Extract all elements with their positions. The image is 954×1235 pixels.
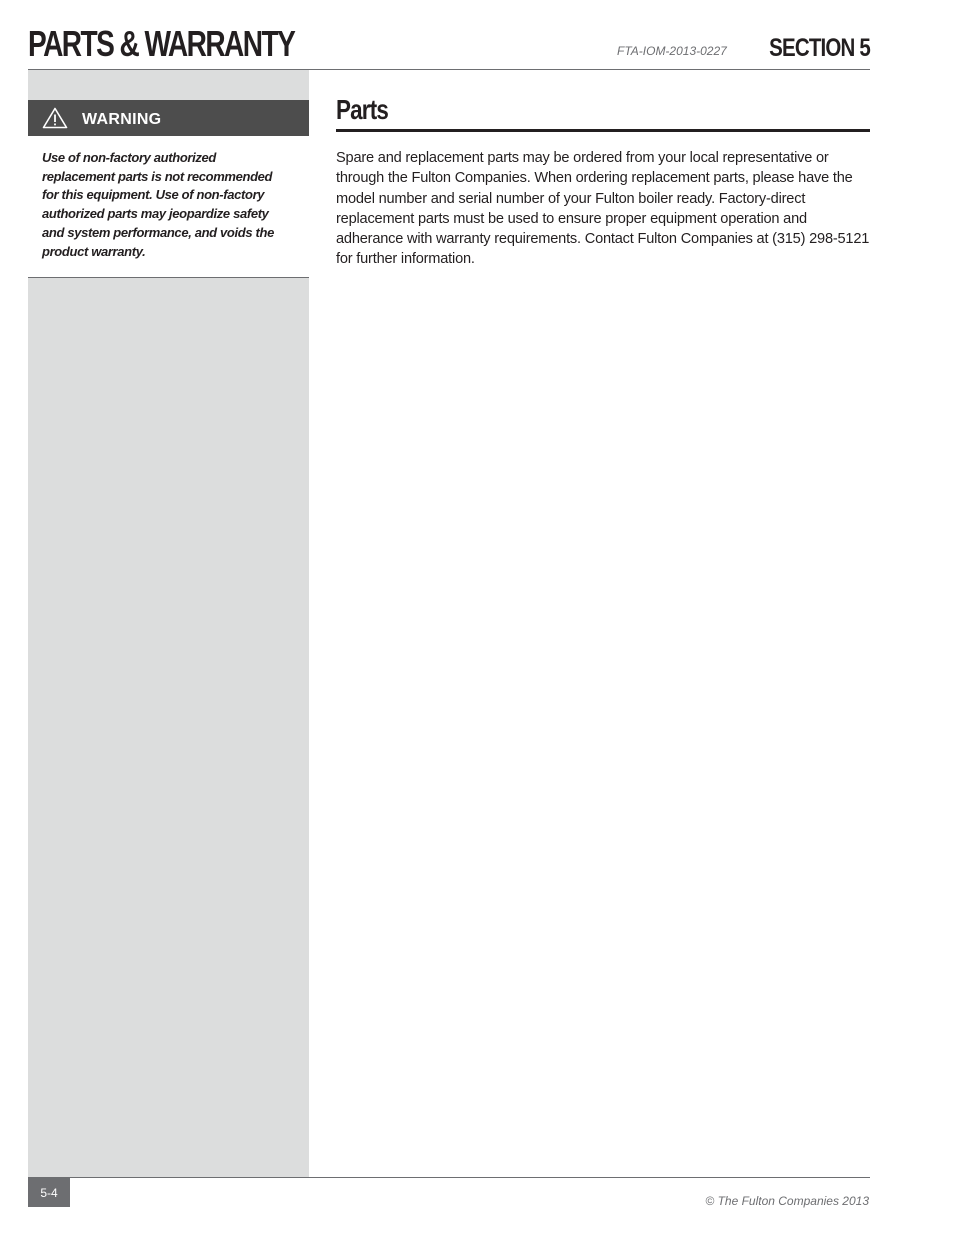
heading-underline bbox=[336, 129, 870, 132]
warning-box bbox=[28, 100, 309, 278]
warning-triangle-icon bbox=[42, 107, 68, 129]
document-title: PARTS & WARRANTY bbox=[28, 23, 295, 64]
copyright-notice: © The Fulton Companies 2013 bbox=[705, 1194, 869, 1208]
parts-heading: Parts bbox=[336, 94, 389, 125]
warning-text: Use of non-factory authorized replacement parts is not recommended for this equipment. Use of non-factory authorized parts may jeopardize safety and system performance, and voids the product warranty. bbox=[42, 150, 274, 259]
footer-divider bbox=[28, 1177, 870, 1178]
section-label: SECTION 5 bbox=[769, 34, 870, 62]
parts-body-text: Spare and replacement parts may be ordered from your local representative or through the Fulton Companies. When ordering replacement parts, please have the model number and serial number of your Fulton boiler ready. Factory-direct replacement parts must be used to ensure proper equipment operation and adherance with warranty requirements. Contact Fulton Companies at (315) 298-5121 for further information. bbox=[336, 150, 870, 268]
warning-header bbox=[28, 100, 309, 136]
document-number: FTA-IOM-2013-0227 bbox=[617, 44, 727, 58]
page-number: 5-4 bbox=[28, 1178, 70, 1207]
warning-title: WARNING bbox=[82, 111, 162, 128]
